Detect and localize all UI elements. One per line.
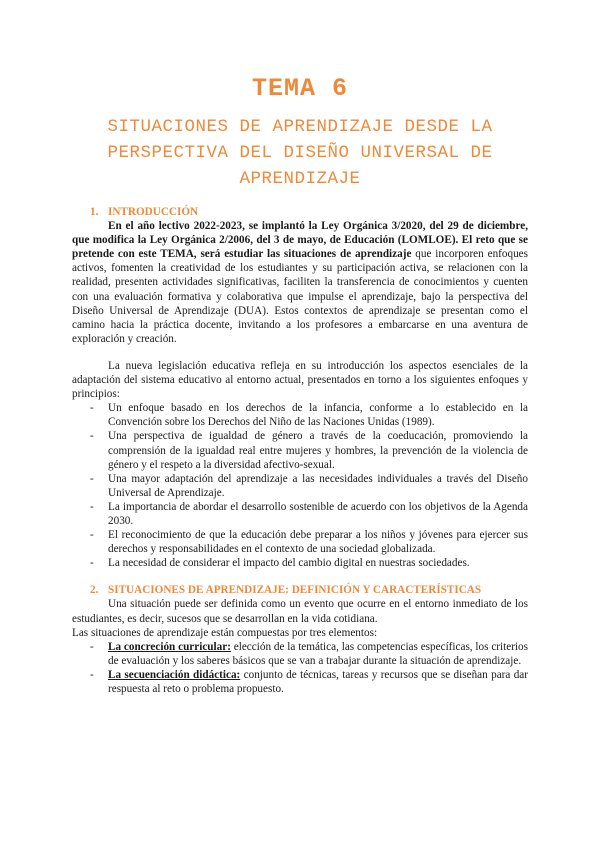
document-body — [72, 205, 528, 696]
elements-intro: Las situaciones de aprendizaje están compuestas por tres elementos: — [72, 626, 378, 639]
section-number: 2. — [90, 584, 99, 597]
intro-rest-text: que incorporen enfoques activos, fomenten la creatividad de los estudiantes y su participación activa, se relacionen con la realidad, presenten actividades significativas, faciliten la transferencia de conocimientos y cuenten con una evaluación formativa y colaborativa que impulse el aprendizaje, bajo la perspectiva del Diseño Universal de Aprendizaje (DUA). Estos contextos de aprendizaje se presentan como el camino hacia la práctica docente, invitando a los profesores a embarcarse en una aventura de exploración y creación. — [72, 248, 528, 345]
section-title: INTRODUCCIÓN — [108, 206, 199, 218]
section-heading-situaciones — [72, 583, 528, 597]
principles-list — [72, 401, 528, 570]
list-item: - Una perspectiva de igualdad de género a través de la coeducación, promoviendo la comprensión de la igualdad real entre mujeres y hombres, la prevención de la violencia de género y el respeto a la diversidad afectivo-sexual. — [90, 430, 528, 471]
list-item: - Una mayor adaptación del aprendizaje a las necesidades individuales a través del Diseño Universal de Aprendizaje. — [90, 472, 528, 499]
list-item: - El reconocimiento de que la educación debe preparar a los niños y jóvenes para ejercer sus derechos y responsabilidades en el contexto de una sociedad globalizada. — [90, 529, 528, 556]
section-number: 1. — [90, 206, 99, 218]
section-heading-introduccion — [72, 205, 528, 219]
intro-bold-text: En el año lectivo 2022-2023, se implantó la Ley Orgánica 3/2020, del 29 de diciembre, que modifica la Ley Orgánica 2/2006, del 3 de mayo, de Educación (LOMLOE). El reto que se pretende con este TEMA, será estudiar las situaciones de aprendizaje — [72, 220, 528, 261]
definition-paragraph: Una situación puede ser definida como un evento que ocurre en el entorno inmediato de los estudiantes, es decir, sucesos que se desarrollan en la vida cotidiana. — [72, 598, 528, 625]
item-term: La concreción curricular: — [108, 640, 231, 653]
elements-list — [72, 640, 528, 696]
document-subtitle: SITUACIONES DE APRENDIZAJE DESDE LA PERSPECTIVA DEL DISEÑO UNIVERSAL DE APRENDIZAJE — [107, 117, 493, 189]
section-title: SITUACIONES DE APRENDIZAJE: DEFINICIÓN Y CARACTERÍSTICAS — [108, 584, 482, 597]
item-term: La secuenciación didáctica: — [108, 668, 241, 681]
list-item: - La concreción curricular: elección de la temática, las competencias específicas, los criterios de evaluación y los saberes básicos que se van a trabajar durante la situación de aprendizaje. — [90, 640, 528, 667]
legislation-paragraph: La nueva legislación educativa refleja en su introducción los aspectos esenciales de la adaptación del sistema educativo al entorno actual, presentados en torno a los siguientes enfoques y principios: — [72, 359, 528, 401]
list-item: - La importancia de abordar el desarrollo sostenible de acuerdo con los objetivos de la Agenda 2030. — [90, 500, 528, 527]
list-item: - La necesidad de considerar el impacto del cambio digital en nuestras sociedades. — [90, 557, 470, 570]
list-item: - Un enfoque basado en los derechos de la infancia, conforme a lo establecido en la Convención sobre los Derechos del Niño de las Naciones Unidas (1989). — [90, 402, 528, 429]
intro-paragraph — [72, 219, 528, 346]
list-item: - La secuenciación didáctica: conjunto de técnicas, tareas y recursos que se diseñan para dar respuesta al reto o problema propuesto. — [90, 668, 528, 695]
document-title: TEMA 6 — [251, 74, 348, 103]
